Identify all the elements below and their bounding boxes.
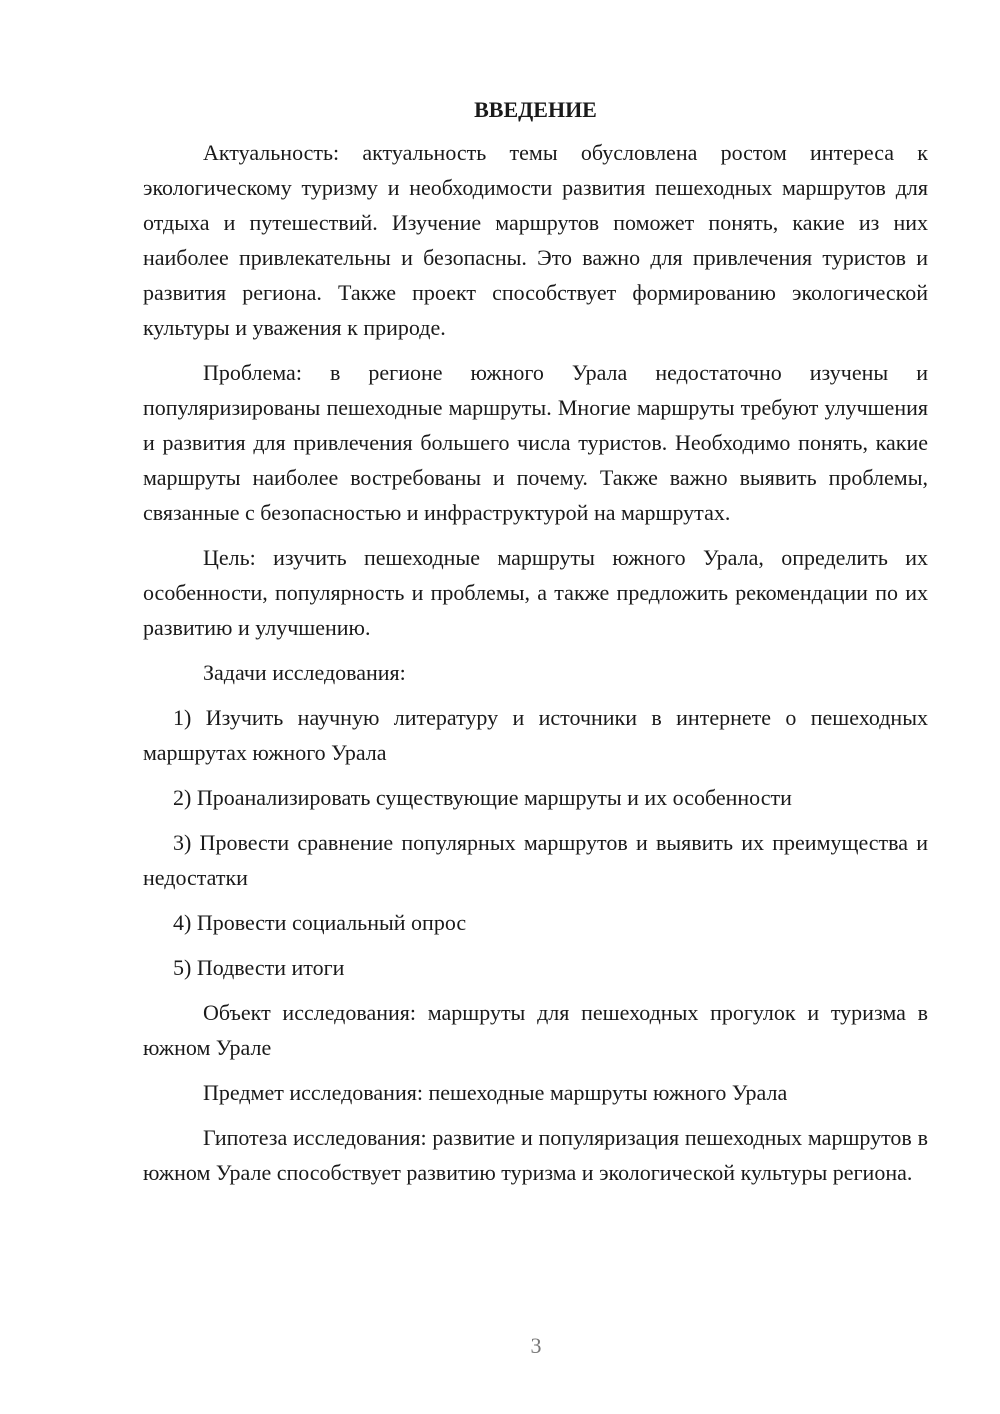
paragraph-hypothesis: Гипотеза исследования: развитие и популяризация пешеходных маршрутов в южном Урале способствует развитию туризма и экологической культуры региона. [143, 1125, 928, 1185]
page-number: 3 [530, 1333, 542, 1358]
paragraph-subject: Предмет исследования: пешеходные маршруты южного Урала [203, 1080, 788, 1105]
document-page [143, 92, 928, 1200]
paragraph-goal: Цель: изучить пешеходные маршруты южного Урала, определить их особенности, популярность и проблемы, а также предложить рекомендации по их развитию и улучшению. [143, 545, 928, 640]
task-item: 4) Провести социальный опрос [173, 910, 467, 935]
paragraph-object: Объект исследования: маршруты для пешеходных прогулок и туризма в южном Урале [143, 1000, 928, 1060]
task-item: 2) Проанализировать существующие маршруты и их особенности [173, 785, 792, 810]
paragraph-relevance: Актуальность: актуальность темы обусловлена ростом интереса к экологическому туризму и необходимости развития пешеходных маршрутов для отдыха и путешествий. Изучение маршрутов поможет понять, какие из них наиболее привлекательны и безопасны. Это важно для привлечения туристов и развития региона. Также проект способствует формированию экологической культуры и уважения к природе. [143, 140, 928, 340]
task-item: 5) Подвести итоги [173, 955, 345, 980]
paragraph-tasks-heading: Задачи исследования: [203, 660, 406, 685]
task-item: 3) Провести сравнение популярных маршрутов и выявить их преимущества и недостатки [143, 830, 928, 890]
paragraph-problem: Проблема: в регионе южного Урала недостаточно изучены и популяризированы пешеходные маршруты. Многие маршруты требуют улучшения и развития для привлечения большего числа туристов. Необходимо понять, какие маршруты наиболее востребованы и почему. Также важно выявить проблемы, связанные с безопасностью и инфраструктурой на маршрутах. [143, 360, 928, 525]
task-item: 1) Изучить научную литературу и источники в интернете о пешеходных маршрутах южного Урала [143, 705, 928, 765]
section-title: ВВЕДЕНИЕ [474, 97, 597, 122]
